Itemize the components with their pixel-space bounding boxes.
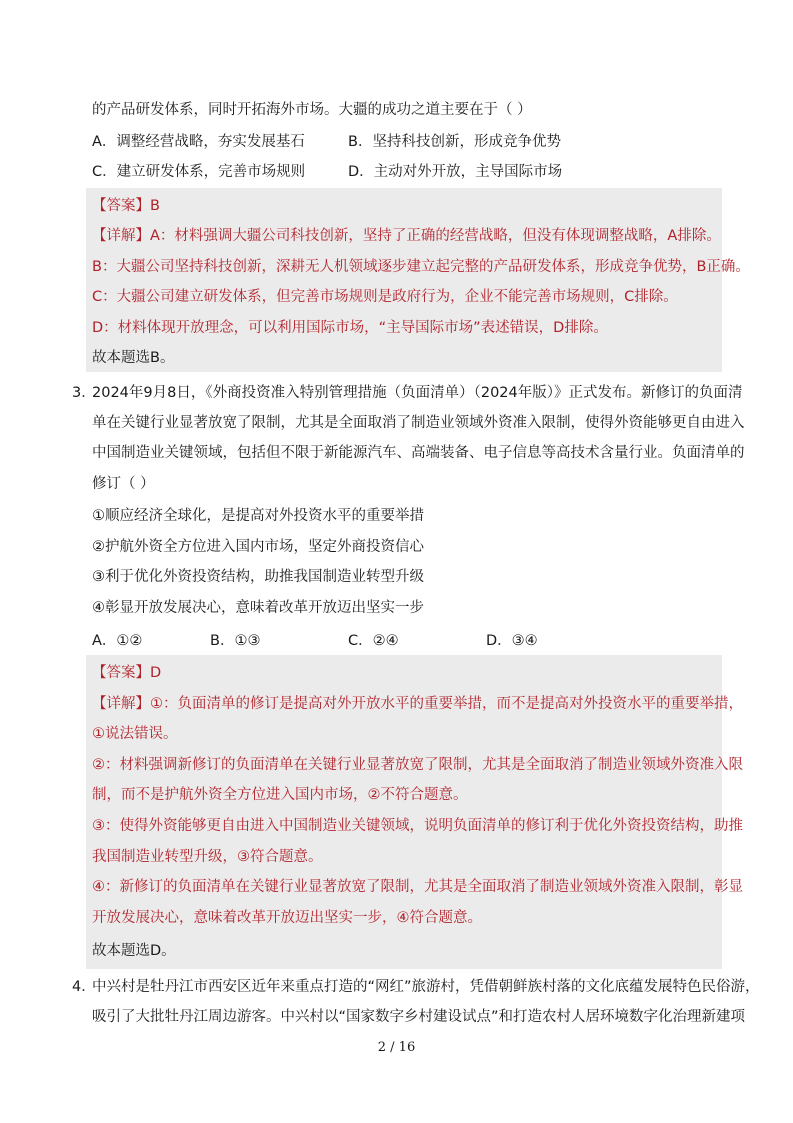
q4-number: 4． xyxy=(72,979,96,995)
q2-detail-line: C：大疆公司建立研发体系，但完善市场规则是政府行为，企业不能完善市场规则，C排除。 xyxy=(92,289,678,305)
q3-detail-line: 我国制造业转型升级，③符合题意。 xyxy=(92,849,323,865)
q3-stem-line: 单在关键行业显著放宽了限制，尤其是全面取消了制造业领域外资准入限制，使得外资能够更自由进入 xyxy=(92,415,745,431)
q2-detail-line: D：材料体现开放理念，可以利用国际市场，“主导国际市场”表述错误，D排除。 xyxy=(92,320,608,336)
q3-item: ③利于优化外资投资结构，助推我国制造业转型升级 xyxy=(92,569,424,585)
q2-option-b: B．坚持科技创新，形成竞争优势 xyxy=(348,134,561,150)
q2-answer xyxy=(92,196,160,216)
q3-option-d: D．③④ xyxy=(486,633,538,649)
q2-detail-line: 【详解】A：材料强调大疆公司科技创新，坚持了正确的经营战略，但没有体现调整战略，A排除。 xyxy=(92,228,721,244)
q3-stem-line: 中国制造业关键领域，包括但不限于新能源汽车、高端装备、电子信息等高技术含量行业。负面清单的 xyxy=(92,445,745,461)
q2-option-a: A．调整经营战略，夯实发展基石 xyxy=(92,134,305,150)
q3-option-b: B．①③ xyxy=(210,633,261,649)
q3-option-a: A．①② xyxy=(92,633,143,649)
q3-option-c: C．②④ xyxy=(348,633,399,649)
q3-answer-block xyxy=(86,655,743,969)
q3-detail-line: ②：材料强调新修订的负面清单在关键行业显著放宽了限制，尤其是全面取消了制造业领域外资准入限 xyxy=(92,757,743,773)
q3-detail-line: ③：使得外资能够更自由进入中国制造业关键领域，说明负面清单的修订利于优化外资投资结构，助推 xyxy=(92,818,743,834)
answer-value: B xyxy=(150,198,160,214)
q2-answer-block xyxy=(86,188,750,372)
q3-number: 3． xyxy=(72,385,96,401)
detail-label: 【详解】 xyxy=(92,228,150,244)
q4-stem-line: 吸引了大批牡丹江周边游客。中兴村以“国家数字乡村建设试点”和打造农村人居环境数字化治理新建项 xyxy=(92,1009,746,1025)
answer-value: D xyxy=(150,665,162,681)
q3-conclusion: 故本题选D。 xyxy=(92,943,176,959)
q3-answer xyxy=(92,663,161,683)
q3-item: ②护航外资全方位进入国内市场，坚定外商投资信心 xyxy=(92,539,424,555)
q3-stem-line: 修订（ ） xyxy=(92,476,155,492)
q2-conclusion: 故本题选B。 xyxy=(92,350,175,366)
detail-label: 【详解】 xyxy=(92,696,150,712)
q3-item: ④彰显开放发展决心，意味着改革开放迈出坚实一步 xyxy=(92,600,424,616)
q2-stem-end: 的产品研发体系，同时开拓海外市场。大疆的成功之道主要在于（ ） xyxy=(92,102,532,118)
q3-item: ①顺应经济全球化，是提高对外投资水平的重要举措 xyxy=(92,508,424,524)
q4-stem-line: 中兴村是牡丹江市西安区近年来重点打造的“网红”旅游村，凭借朝鲜族村落的文化底蕴发展特色民俗游， xyxy=(92,979,760,995)
q3-detail-line: 开放发展决心，意味着改革开放迈出坚实一步，④符合题意。 xyxy=(92,910,482,926)
page-number: 2 / 16 xyxy=(377,1040,416,1055)
q2-option-c: C．建立研发体系，完善市场规则 xyxy=(92,164,306,180)
q3-detail-line: 制，而不是护航外资全方位进入国内市场，②不符合题意。 xyxy=(92,787,468,803)
q3-detail-line: ①说法错误。 xyxy=(92,726,178,742)
answer-label: 【答案】 xyxy=(92,665,150,681)
q3-detail-line: ④：新修订的负面清单在关键行业显著放宽了限制，尤其是全面取消了制造业领域外资准入限制，彰显 xyxy=(92,879,743,895)
q2-detail-line: B：大疆公司坚持科技创新，深耕无人机领域逐步建立起完整的产品研发体系，形成竞争优势，B正确。 xyxy=(92,259,750,275)
q3-detail-line: 【详解】①：负面清单的修订是提高对外开放水平的重要举措，而不是提高对外投资水平的重要举措， xyxy=(92,696,743,712)
q2-option-d: D．主动对外开放，主导国际市场 xyxy=(348,164,563,180)
answer-label: 【答案】 xyxy=(92,198,150,214)
q3-stem-line: 2024年9月8日，《外商投资准入特别管理措施（负面清单）（2024年版）》正式发布。新修订的负面清 xyxy=(92,385,743,401)
